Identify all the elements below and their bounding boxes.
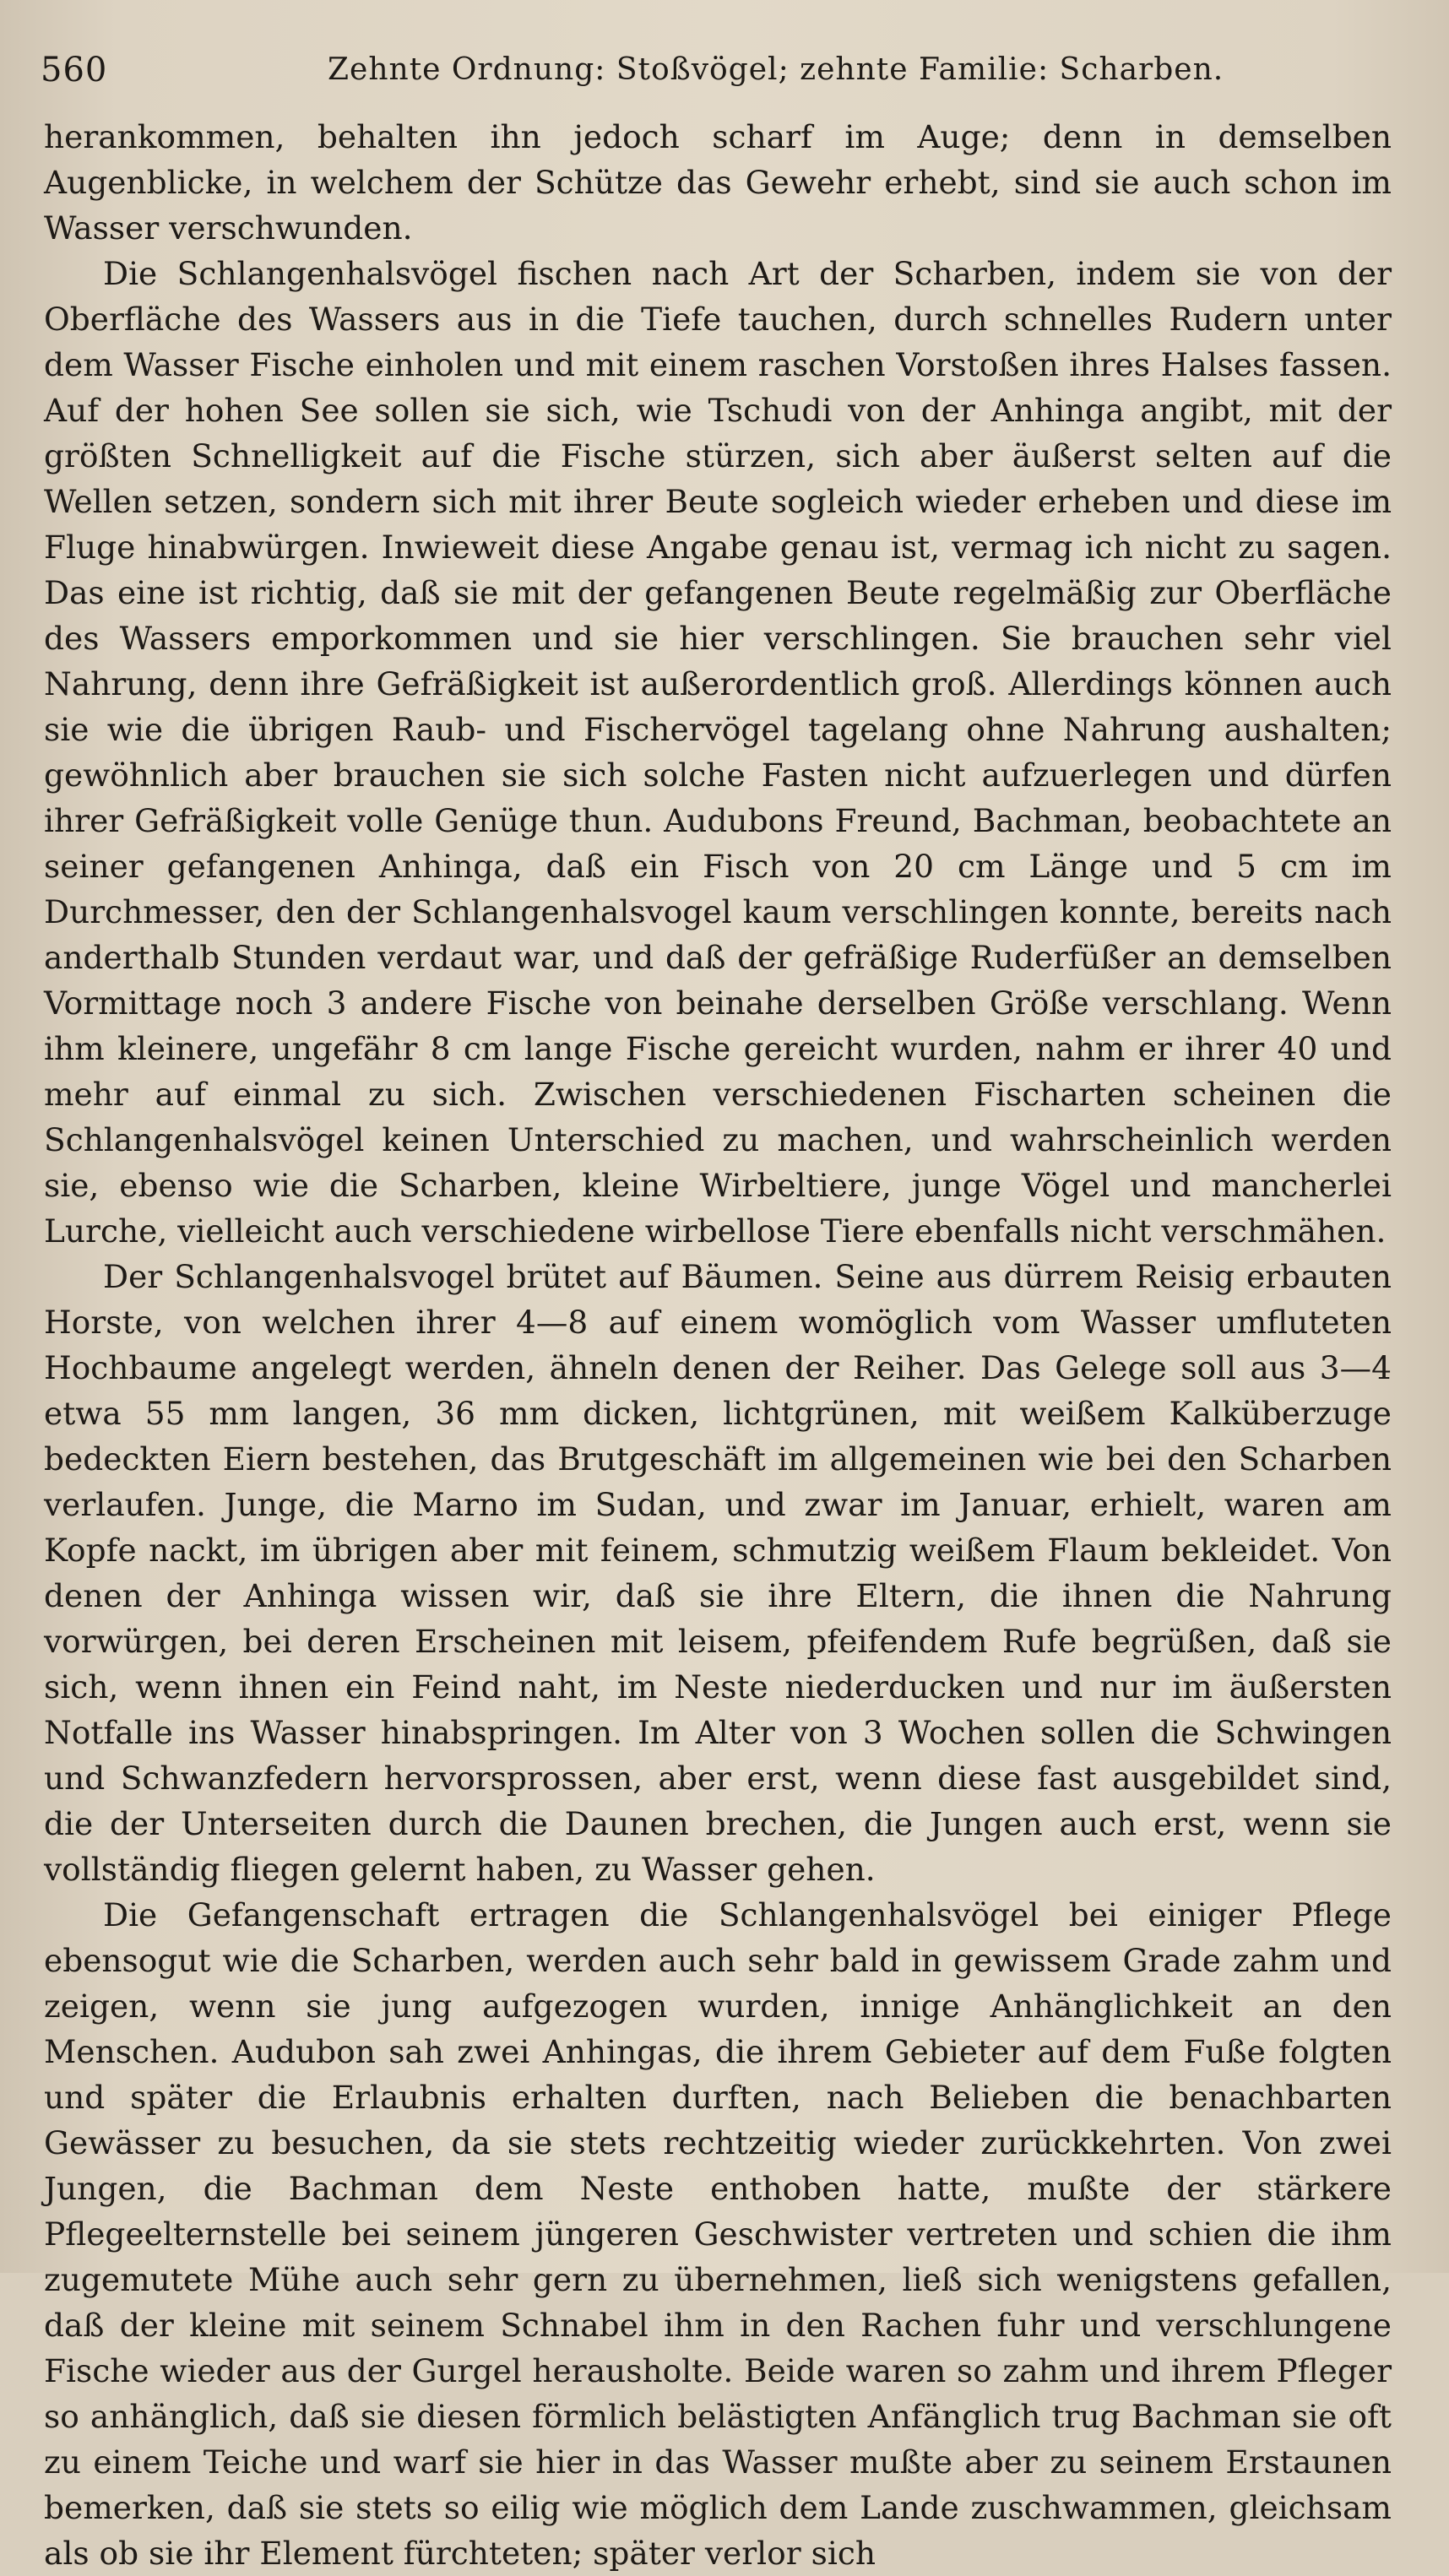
body-text	[44, 114, 1392, 2576]
paragraph-1: herankommen, behalten ihn jedoch scharf im Auge; denn in demselben Augenblicke, in welchem der Schütze das Gewehr erhebt, sind sie auch schon im Wasser verschwunden.	[44, 118, 1392, 247]
running-head: Zehnte Ordnung: Stoßvögel; zehnte Familie: Scharben.	[328, 52, 1224, 87]
page-number: 560	[41, 51, 108, 89]
paragraph-4: Die Gefangenschaft ertragen die Schlangenhalsvögel bei einiger Pflege ebensogut wie die Scharben, werden auch sehr bald in gewissem Grade zahm und zeigen, wenn sie jung aufgezogen wurden, innige Anhänglichkeit an den Menschen. Audubon sah zwei Anhingas, die ihrem Gebieter auf dem Fuße folgten und später die Erlaubnis erhalten durften, nach Belieben die benachbarten Gewässer zu besuchen, da sie stets rechtzeitig wieder zurückkehrten. Von zwei Jungen, die Bachman dem Neste enthoben hatte, mußte der stärkere Pflegeelternstelle bei seinem jüngeren Geschwister vertreten und schien die ihm zugemutete Mühe auch sehr gern zu übernehmen, ließ sich wenigstens gefallen, daß der kleine mit seinem Schnabel ihm in den Rachen fuhr und verschlungene Fische wieder aus der Gurgel herausholte. Beide waren so zahm und ihrem Pfleger so anhänglich, daß sie diesen förmlich belästigten Anfänglich trug Bachman sie oft zu einem Teiche und warf sie hier in das Wasser mußte aber zu seinem Erstaunen bemerken, daß sie stets so eilig wie möglich dem Lande zuschwammen, gleichsam als ob sie ihr Element fürchteten; später verlor sich	[44, 1896, 1392, 2572]
paragraph-2: Die Schlangenhalsvögel fischen nach Art der Scharben, indem sie von der Oberfläche des Wassers aus in die Tiefe tauchen, durch schnelles Rudern unter dem Wasser Fische einholen und mit einem raschen Vorstoßen ihres Halses fassen. Auf der hohen See sollen sie sich, wie Tschudi von der Anhinga angibt, mit der größten Schnelligkeit auf die Fische stürzen, sich aber äußerst selten auf die Wellen setzen, sondern sich mit ihrer Beute sogleich wieder erheben und diese im Fluge hinabwürgen. Inwieweit diese Angabe genau ist, vermag ich nicht zu sagen. Das eine ist richtig, daß sie mit der gefangenen Beute regelmäßig zur Oberfläche des Wassers emporkommen und sie hier verschlingen. Sie brauchen sehr viel Nahrung, denn ihre Gefräßigkeit ist außerordentlich groß. Allerdings können auch sie wie die übrigen Raub- und Fischervögel tagelang ohne Nahrung aushalten; gewöhnlich aber brauchen sie sich solche Fasten nicht aufzuerlegen und dürfen ihrer Gefräßigkeit volle Genüge thun. Audubons Freund, Bachman, beobachtete an seiner gefangenen Anhinga, daß ein Fisch von 20 cm Länge und 5 cm im Durchmesser, den der Schlangenhalsvogel kaum verschlingen konnte, bereits nach anderthalb Stunden verdaut war, und daß der gefräßige Ruderfüßer an demselben Vormittage noch 3 andere Fische von beinahe derselben Größe verschlang. Wenn ihm kleinere, ungefähr 8 cm lange Fische gereicht wurden, nahm er ihrer 40 und mehr auf einmal zu sich. Zwischen verschiedenen Fischarten scheinen die Schlangenhalsvögel keinen Unterschied zu machen, und wahrscheinlich werden sie, ebenso wie die Scharben, kleine Wirbeltiere, junge Vögel und mancherlei Lurche, vielleicht auch verschiedene wirbellose Tiere ebenfalls nicht verschmähen.	[44, 255, 1392, 1250]
paragraph-3: Der Schlangenhalsvogel brütet auf Bäumen. Seine aus dürrem Reisig erbauten Horste, von welchen ihrer 4—8 auf einem womöglich vom Wasser umfluteten Hochbaume angelegt werden, ähneln denen der Reiher. Das Gelege soll aus 3—4 etwa 55 mm langen, 36 mm dicken, lichtgrünen, mit weißem Kalküberzuge bedeckten Eiern bestehen, das Brutgeschäft im allgemeinen wie bei den Scharben verlaufen. Junge, die Marno im Sudan, und zwar im Januar, erhielt, waren am Kopfe nackt, im übrigen aber mit feinem, schmutzig weißem Flaum bekleidet. Von denen der Anhinga wissen wir, daß sie ihre Eltern, die ihnen die Nahrung vorwürgen, bei deren Erscheinen mit leisem, pfeifendem Rufe begrüßen, daß sie sich, wenn ihnen ein Feind naht, im Neste niederducken und nur im äußersten Notfalle ins Wasser hinabspringen. Im Alter von 3 Wochen sollen die Schwingen und Schwanzfedern hervorsprossen, aber erst, wenn diese fast ausgebildet sind, die der Unterseiten durch die Daunen brechen, die Jungen auch erst, wenn sie vollständig fliegen gelernt haben, zu Wasser gehen.	[44, 1258, 1392, 1888]
page-header	[41, 42, 1402, 93]
